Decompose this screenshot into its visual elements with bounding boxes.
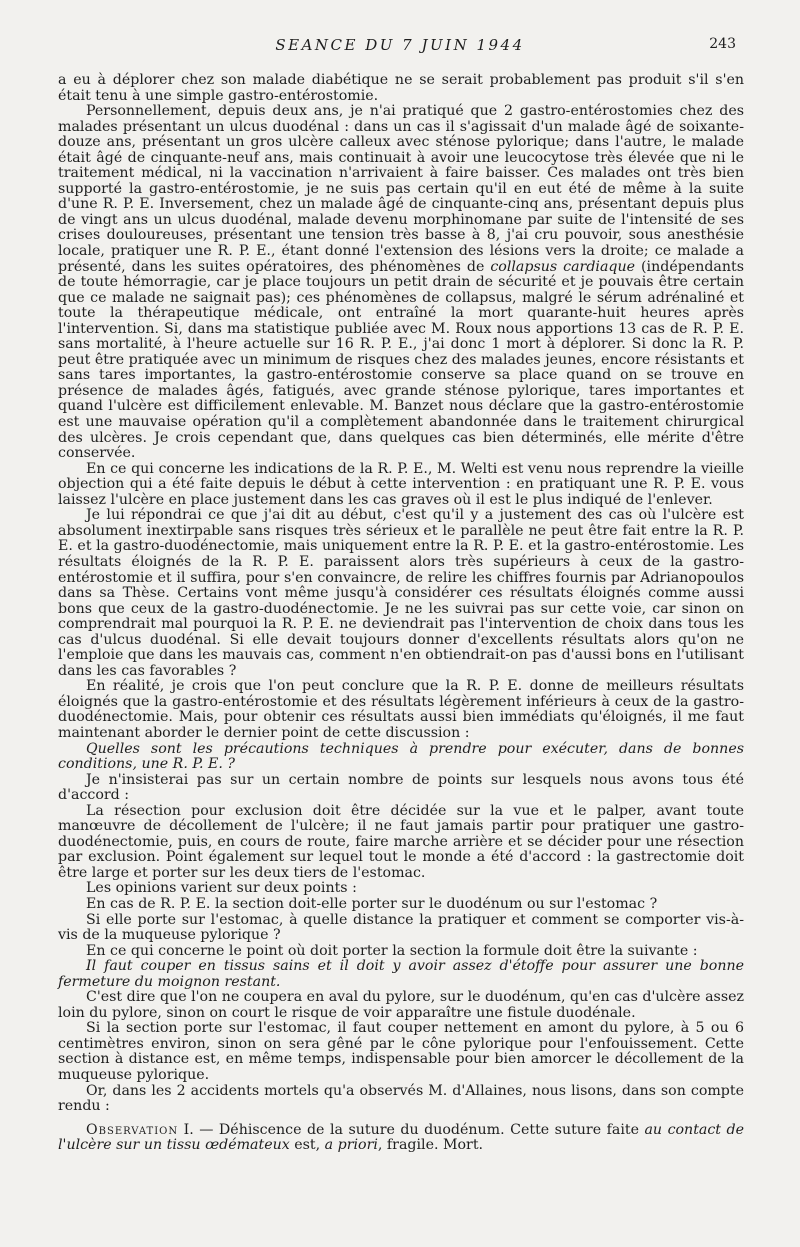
- paragraph: Personnellement, depuis deux ans, je n'ai pratiqué que 2 gastro-entérostomies chez des malades présentant un ulcus duodénal : dans un cas il s'agissait d'un malade âgé de soixante-douze ans, présentant un gros ulcère calleux avec sténose pylorique; dans l'autre, le malade était âgé de cinquante-neuf ans, mais continuait à avoir une leucocytose très élevée que ni le traitement médical, ni la vaccination n'arrivaient à faire baisser. Ces malades ont très bien supporté la gastro-entérostomie, je ne suis pas certain qu'il en eut été de même à la suite d'une R. P. E. Inversement, chez un malade âgé de cinquante-cinq ans, présentant depuis plus de vingt ans un ulcus duodénal, malade devenu morphinomane par suite de l'intensité de ses crises douloureuses, présentant une tension très basse à 8, j'ai cru pouvoir, sous anesthésie locale, pratiquer une R. P. E., étant donné l'extension des lésions vers la droite; ce malade a présenté, dans les suites opératoires, des phénomènes de collapsus cardiaque (indépendants de toute hémorragie, car je place toujours un petit drain de sécurité et je pouvais être certain que ce malade ne saignait pas); ces phénomènes de collapsus, malgré le sérum adrénaliné et toute la thérapeutique médicale, ont entraîné la mort quarante-huit heures après l'intervention. Si, dans ma statistique publiée avec M. Roux nous apportions 13 cas de R. P. E. sans mortalité, à l'heure actuelle sur 16 R. P. E., j'ai donc 1 mort à déplorer. Si donc la R. P. peut être pratiquée avec un minimum de risques chez des malades jeunes, encore résistants et sans tares importantes, la gastro-entérostomie conserve sa place quand on se trouve en présence de malades âgés, fatigués, avec grande sténose pylorique, tares importantes et quand l'ulcère est difficilement enlevable. M. Banzet nous déclare que la gastro-entérostomie est une mauvaise opération qu'il a complètement abandonnée dans le traitement chirurgical des ulcères. Je crois cependant que, dans quelques cas bien déterminés, elle mérite d'être conservée.: [58, 103, 744, 462]
- paragraph: La résection pour exclusion doit être décidée sur la vue et le palper, avant toute manœuvre de décollement de l'ulcère; il ne faut jamais partir pour pratiquer une gastro-duodénectomie, puis, en cours de route, faire marche arrière et se décider pour une résection par exclusion. Point également sur lequel tout le monde a été d'accord : la gastrectomie doit être large et porter sur les deux tiers de l'estomac.: [58, 802, 744, 881]
- paragraph: En ce qui concerne les indications de la R. P. E., M. Welti est venu nous reprendre la vieille objection qui a été faite depuis le début à cette intervention : en pratiquant une R. P. E. vous laissez l'ulcère en place justement dans les cas graves où il est le plus indiqué de l'enlever.: [58, 460, 744, 508]
- paragraph: En cas de R. P. E. la section doit-elle porter sur le duodénum ou sur l'estomac ?: [86, 895, 658, 912]
- paragraph: Je lui répondrai ce que j'ai dit au début, c'est qu'il y a justement des cas où l'ulcère est absolument inextirpable sans risques très sérieux et le parallèle ne peut être fait entre la R. P. E. et la gastro-duodénectomie, mais uniquement entre la R. P. E. et la gastro-entérostomie. Les résultats éloignés de la R. P. E. paraissent alors très supérieurs à ceux de la gastro-entérostomie et il suffira, pour s'en convaincre, de relire les chiffres fournis par Adrianopoulos dans sa Thèse. Certains vont même jusqu'à considérer ces résultats éloignés comme aussi bons que ceux de la gastro-duodénectomie. Je ne les suivrai pas sur cette voie, car sinon on comprendrait mal pourquoi la R. P. E. ne deviendrait pas l'intervention de choix dans tous les cas d'ulcus duodénal. Si elle devait toujours donner d'excellents résultats alors qu'on ne l'emploie que dans les mauvais cas, comment n'en obtiendrait-on pas d'aussi bons en l'utilisant dans les cas favorables ?: [58, 507, 744, 679]
- page-number: 243: [709, 36, 736, 52]
- paragraph: Je n'insisterai pas sur un certain nombre de points sur lesquels nous avons tous été d'accord :: [58, 771, 744, 804]
- paragraph-rule: Il faut couper en tissus sains et il doit y avoir assez d'étoffe pour assurer une bonne fermeture du moignon restant.: [58, 958, 744, 990]
- paragraph: Si la section porte sur l'estomac, il faut couper nettement en amont du pylore, à 5 ou 6 centimètres environ, sinon on sera gêné par le cône pylorique pour l'enfouissement. Cette section à distance est, en même temps, indispensable pour bien amorcer le décollement de la muqueuse pylorique.: [58, 1020, 744, 1083]
- paragraph: Les opinions varient sur deux points :: [86, 880, 357, 897]
- paragraph: a eu à déplorer chez son malade diabétique ne se serait probablement pas produit s'il s'en était tenu à une simple gastro-entérostomie.: [58, 72, 744, 104]
- paragraph: En ce qui concerne le point où doit porter la section la formule doit être la suivante :: [86, 942, 698, 959]
- body-text: [58, 73, 744, 1154]
- observation-paragraph: Observation I. — Déhiscence de la suture du duodénum. Cette suture faite au contact de l'ulcère sur un tissu œdémateux est, a priori, fragile. Mort.: [58, 1121, 744, 1154]
- paragraph-question: Quelles sont les précautions techniques à prendre pour exécuter, dans de bonnes conditions, une R. P. E. ?: [58, 740, 744, 773]
- paragraph: Si elle porte sur l'estomac, à quelle distance la pratiquer et comment se comporter vis-à-vis de la muqueuse pylorique ?: [58, 911, 744, 944]
- paragraph: C'est dire que l'on ne coupera en aval du pylore, sur le duodénum, qu'en cas d'ulcère assez loin du pylore, sinon on court le risque de voir apparaître une fistule duodénale.: [58, 989, 744, 1021]
- page-header: [0, 36, 800, 58]
- running-title: SEANCE DU 7 JUIN 1944: [275, 36, 525, 54]
- observation-label: Observation: [86, 1121, 179, 1138]
- paragraph: Or, dans les 2 accidents mortels qu'a observés M. d'Allaines, nous lisons, dans son compte rendu :: [58, 1082, 744, 1115]
- paragraph: En réalité, je crois que l'on peut conclure que la R. P. E. donne de meilleurs résultats éloignés que la gastro-entérostomie et des résultats légèrement inférieurs à ceux de la gastro-duodénectomie. Mais, pour obtenir ces résultats aussi bien immédiats qu'éloignés, il me faut maintenant aborder le dernier point de cette discussion :: [58, 678, 744, 741]
